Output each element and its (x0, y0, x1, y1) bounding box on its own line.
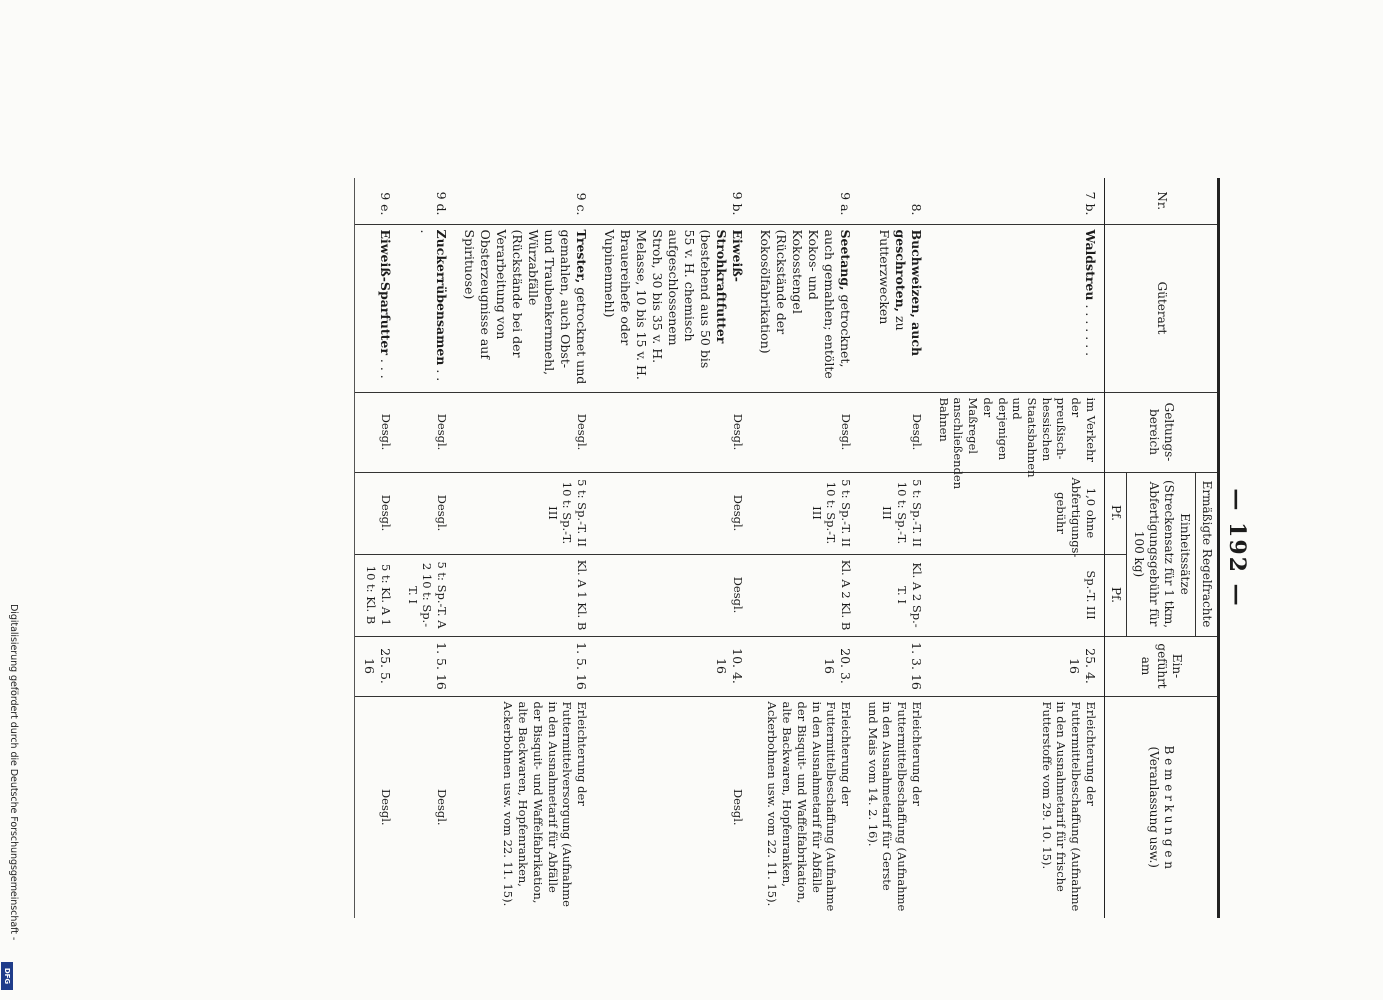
row-bemerkung: Erleichterung der Futtermittelbeschaffung (Aufnahme in den Ausnahmetarif für Abfälle der Bisquit- und Waffelfabrikation, alte Backwaren, Hopfenranken, Ackerbohnen usw. vom 22. 11. 15). (751, 696, 859, 918)
header-eingefuehrt: Ein-geführt am (1104, 636, 1218, 696)
ware-detail: zu Futterzwecken (876, 229, 908, 331)
table-row (595, 178, 751, 918)
row-pf2: Sp.-T. III (930, 554, 1104, 636)
row-pf1: Desgl. (354, 472, 399, 554)
row-pf1: 5 t: Sp.-T. II 10 t: Sp.-T. III (859, 472, 930, 554)
header-pf-2: Pf. (1104, 554, 1126, 636)
header-geltungsbereich: Geltungs-bereich (1104, 392, 1218, 472)
ware-detail: . . . (418, 229, 450, 382)
row-bemerkung: Erleichterung der Futtermittelbeschaffung (Aufnahme in den Ausnahmetarif für Gerste und Mais vom 14. 2. 16). (859, 696, 930, 918)
ware-name: Zuckerrübensamen (434, 229, 450, 366)
row-date: 20. 3. 16 (751, 636, 859, 696)
digitization-credit (3, 604, 17, 994)
row-ware (930, 224, 1104, 392)
ware-name: Waldstreu (1082, 229, 1098, 301)
row-bemerkung: Desgl. (399, 696, 455, 918)
row-nr: 9 d. (434, 191, 450, 216)
row-pf1: 1,0 ohne Abfertigungs-gebühr (930, 472, 1104, 554)
row-bereich: Desgl. (859, 392, 930, 472)
ware-detail: . . . (377, 354, 393, 379)
row-pf2: 5 t: Kl. A 1 10 t: Kl. B (354, 554, 399, 636)
ware-name: Eiweiß-Sparfutter (377, 229, 393, 355)
credit-text: Digitalisierung gefördert durch die Deutsche Forschungsgemeinschaft - (8, 604, 19, 941)
row-bemerkung: Erleichterung der Futtermittelversorgung (Aufnahme in den Ausnahmetarif für Abfälle der Bisquit- und Waffelfabrikation, alte Backwaren, Hopfenranken, Ackerbohnen usw. vom 22. 11. 15). (455, 696, 595, 918)
row-date: 1. 5. 16 (399, 636, 455, 696)
ware-detail: (bestehend aus 50 bis 55 v. H. chemisch aufgeschlossenem Stroh, 30 bis 35 v. H. Melasse, 10 bis 15 v. H. Brauereihefe oder Vupinenmehl) (602, 229, 714, 380)
row-nr: 9 a. (838, 192, 854, 216)
row-ware (354, 224, 399, 392)
rotated-sheet (160, 178, 1250, 918)
row-bereich: Desgl. (751, 392, 859, 472)
ware-name: Seetang, (838, 229, 854, 291)
row-nr: 9 c. (574, 192, 590, 216)
row-bemerkung: Erleichterung der Futtermittelbeschaffung (Aufnahme in den Ausnahmetarif für frische Futterstoffe vom 29. 10. 15). (930, 696, 1104, 918)
row-bereich: Desgl. (595, 392, 751, 472)
table-row (930, 178, 1104, 918)
row-pf1: 5 t: Sp.-T. II 10 t: Sp.-T. III (455, 472, 595, 554)
ware-detail: getrocknet und gemahlen, auch Obst- und Traubenkernmehl, Würzabfälle (Rückstände bei der Verarbeitung von Obsterzeugnisse auf Spirituose) (462, 229, 590, 385)
row-date: 1. 3. 16 (859, 636, 930, 696)
ware-name: Buchweizen, auch geschroten, (892, 229, 924, 357)
row-bemerkung: Desgl. (354, 696, 399, 918)
header-bemerkungen: B e m e r k u n g e n (Veranlassung usw.) (1104, 696, 1218, 918)
row-nr: 8. (908, 203, 924, 216)
row-date: 25. 5. 16 (354, 636, 399, 696)
page-number: — 192 — (1224, 488, 1250, 608)
row-bereich: Desgl. (354, 392, 399, 472)
header-pf-1: Pf. (1104, 472, 1126, 554)
row-pf1: Desgl. (595, 472, 751, 554)
dfg-logo-text: DFG (3, 967, 11, 985)
table-row (751, 178, 859, 918)
ware-detail: . . . . . . . (1082, 300, 1098, 357)
header-einheitssaetze: Einheitssätze (Streckensatz für 1 tkm, Abfertigungsgebühr für 100 kg) (1127, 472, 1195, 636)
row-ware (859, 224, 930, 392)
row-date: 1. 5. 16 (455, 636, 595, 696)
tariff-table (354, 178, 1220, 918)
row-pf1: Desgl. (399, 472, 455, 554)
row-ware (455, 224, 595, 392)
row-pf2: Kl. A 2 Sp.-T. I (859, 554, 930, 636)
table-row (859, 178, 930, 918)
row-nr: 7 b. (1082, 191, 1098, 216)
header-row (1195, 178, 1218, 918)
row-pf2: Kl. A 2 Kl. B (751, 554, 859, 636)
header-ermaessigte: Ermäßigte Regelfrachte (1195, 472, 1218, 636)
row-bereich: Desgl. (399, 392, 455, 472)
row-date: 10. 4. 16 (595, 636, 751, 696)
row-nr: 9 b. (730, 191, 746, 216)
table-row (354, 178, 399, 918)
row-bereich: Desgl. (455, 392, 595, 472)
row-pf2: 5 t: Sp.-T. A 2 10 t: Sp.-T. I (399, 554, 455, 636)
row-bereich: im Verkehr der preußisch-hessischen Staatsbahnen und derjenigen der Maßregel anschließenden Bahnen (930, 392, 1104, 472)
row-date: 25. 4. 16 (930, 636, 1104, 696)
row-pf2: Kl. A 1 Kl. B (455, 554, 595, 636)
ware-detail: getrocknet, auch gemahlen; entölte Kokos- und Kokosstengel (Rückstände der Kokosölfabrikation) (758, 229, 854, 379)
row-ware (595, 224, 751, 392)
scanned-page (160, 178, 1250, 918)
header-nr: Nr. (1104, 178, 1218, 224)
ware-name: Eiweiß-Strohkraftfutter (714, 229, 746, 344)
row-pf2: Desgl. (595, 554, 751, 636)
table-row (455, 178, 595, 918)
ware-name: Trester, (574, 229, 590, 284)
row-ware (751, 224, 859, 392)
table-row (399, 178, 455, 918)
header-gueterart: Güterart (1104, 224, 1218, 392)
row-nr: 9 e. (354, 178, 399, 224)
row-bemerkung: Desgl. (595, 696, 751, 918)
dfg-logo (1, 962, 13, 990)
row-ware (399, 224, 455, 392)
row-pf1: 5 t: Sp.-T. II 10 t: Sp.-T. III (751, 472, 859, 554)
